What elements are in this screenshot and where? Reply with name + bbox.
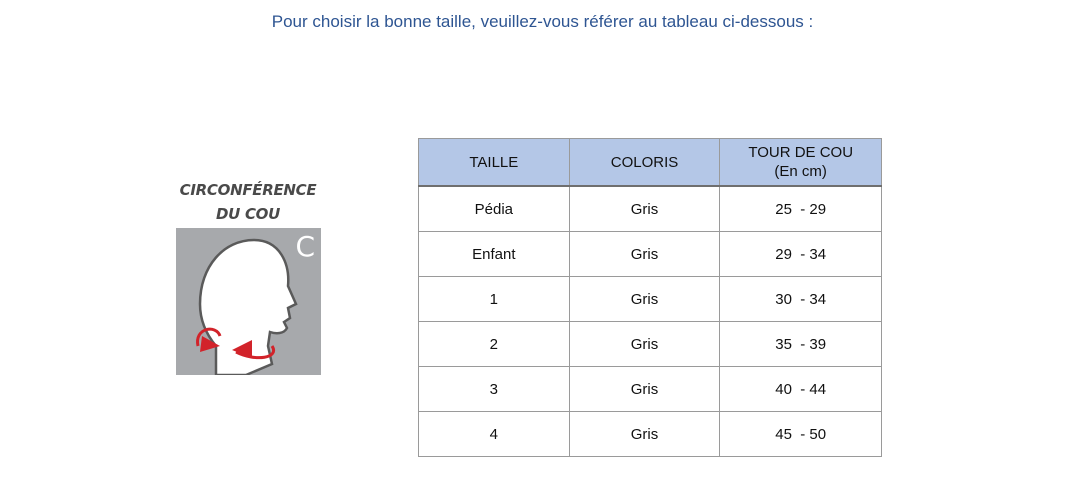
neck-measure-diagram [176,228,321,375]
cell-color: Gris [569,322,720,367]
figure-caption-line-2: DU COU [216,205,280,223]
cell-size: 4 [419,412,570,457]
figure-caption [170,178,326,226]
cell-neck: 29 - 34 [720,232,882,277]
cell-neck: 40 - 44 [720,367,882,412]
table-row [419,232,882,277]
table-row [419,322,882,367]
figure-caption-line-1: CIRCONFÉRENCE [179,181,317,199]
header-neck-circumference [720,139,882,187]
size-chart-table [418,138,882,457]
cell-color: Gris [569,186,720,232]
figure-letter-label: C [295,230,315,263]
header-size: TAILLE [419,139,570,187]
cell-color: Gris [569,412,720,457]
cell-size: Pédia [419,186,570,232]
cell-size: Enfant [419,232,570,277]
header-neck-line-2: (En cm) [774,163,827,180]
cell-color: Gris [569,232,720,277]
table-row [419,186,882,232]
cell-size: 3 [419,367,570,412]
page-heading: Pour choisir la bonne taille, veuillez-vous référer au tableau ci-dessous : [271,12,814,31]
header-neck-line-1: TOUR DE COU [748,144,854,161]
cell-neck: 45 - 50 [720,412,882,457]
table-row [419,367,882,412]
cell-size: 1 [419,277,570,322]
header-color: COLORIS [569,139,720,187]
table-row [419,277,882,322]
cell-color: Gris [569,367,720,412]
cell-neck: 25 - 29 [720,186,882,232]
table-row [419,412,882,457]
table-header-row [419,139,882,187]
cell-size: 2 [419,322,570,367]
cell-neck: 35 - 39 [720,322,882,367]
cell-color: Gris [569,277,720,322]
neck-circumference-figure [170,178,326,378]
cell-neck: 30 - 34 [720,277,882,322]
